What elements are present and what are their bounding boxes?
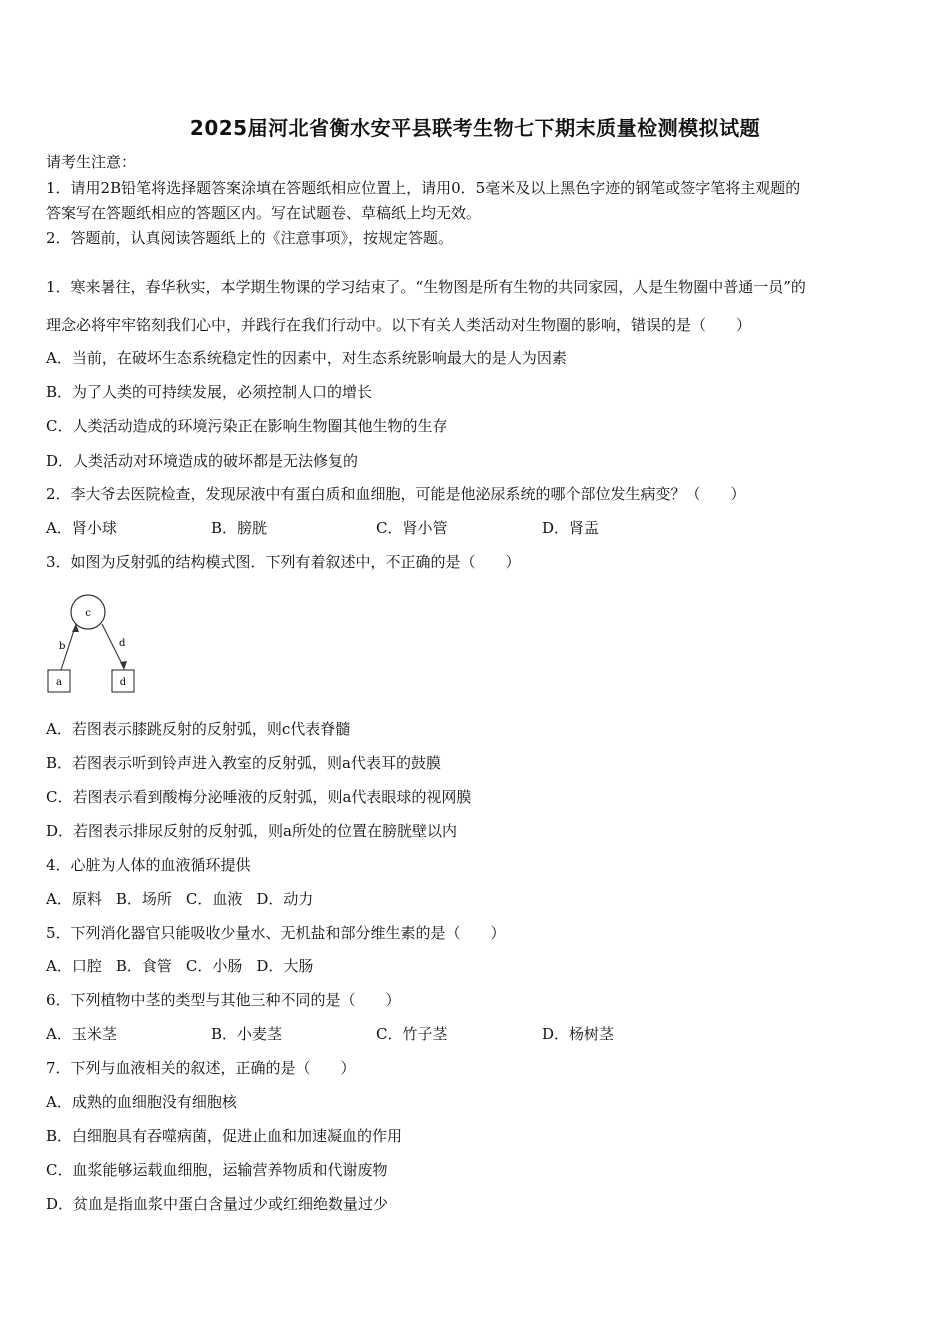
option-b: B．膀胱 [211,519,268,537]
notice-heading: 请考生注意： [46,153,137,171]
option-b: B．小麦茎 [211,1025,283,1043]
option-a: A．若图表示膝跳反射的反射弧，则c代表脊髓 [46,720,351,738]
option-b: B．若图表示听到铃声进入教室的反射弧，则a代表耳的鼓膜 [46,754,441,772]
option-d: D．大肠 [256,957,314,975]
notice-line: 答案写在答题纸相应的答题区内。写在试题卷、草稿纸上均无效。 [46,204,482,222]
reflex-arc-figure [44,592,140,696]
option-d: D．杨树茎 [542,1025,615,1043]
notice-line: 1．请用2B铅笔将选择题答案涂填在答题纸相应位置上，请用0．5毫米及以上黑色字迹的钢笔或签字笔将主观题的 [46,179,801,197]
page-title: 2025届河北省衡水安平县联考生物七下期末质量检测模拟试题 [189,116,761,140]
question-stem: 2．李大爷去医院检查，发现尿液中有蛋白质和血细胞，可能是他泌尿系统的哪个部位发生病变？（ ） [46,485,746,503]
option-a: A．成熟的血细胞没有细胞核 [46,1093,237,1111]
notice-line: 2．答题前，认真阅读答题纸上的《注意事项》，按规定答题。 [46,229,454,247]
option-a: A．玉米茎 [46,1025,117,1043]
question-stem: 1．寒来暑往，春华秋实，本学期生物课的学习结束了。“生物图是所有生物的共同家园，人是生物圈中普通一员”的 [46,278,806,296]
option-b: B．场所 [115,890,172,908]
option-c: C．若图表示看到酸梅分泌唾液的反射弧，则a代表眼球的视网膜 [46,788,472,806]
option-b: B．食管 [115,957,172,975]
option-d: D．贫血是指血浆中蛋白含量过少或红细绝数量过少 [46,1195,389,1213]
question-stem: 4．心脏为人体的血液循环提供 [46,856,251,874]
option-c: C．竹子茎 [376,1025,448,1043]
question-stem: 6．下列植物中茎的类型与其他三种不同的是（ ） [46,991,401,1009]
option-a: A．当前，在破坏生态系统稳定性的因素中，对生态系统影响最大的是人为因素 [46,349,567,367]
option-a: A．肾小球 [46,519,117,537]
question-stem: 理念必将牢牢铭刻我们心中，并践行在我们行动中。以下有关人类活动对生物圈的影响，错误的是（ ） [46,316,752,334]
question-stem: 5．下列消化器官只能吸收少量水、无机盐和部分维生素的是（ ） [46,924,506,942]
option-a: A．口腔 [46,957,102,975]
options-row [46,889,327,909]
label-c: c [85,608,91,619]
question-stem: 7．下列与血液相关的叙述，正确的是（ ） [46,1059,356,1077]
option-c: C．小肠 [185,957,243,975]
option-d: D．肾盂 [542,519,600,537]
label-b: b [59,641,66,652]
option-b: B．白细胞具有吞噬病菌，促进止血和加速凝血的作用 [46,1127,403,1145]
arrow-d [120,661,127,670]
option-c: C．血液 [185,890,243,908]
label-d: d [119,638,126,649]
option-c: C．血浆能够运载血细胞，运输营养物质和代谢废物 [46,1161,388,1179]
label-box-d: d [119,677,127,688]
option-d: D．若图表示排尿反射的反射弧，则a所处的位置在膀胱壁以内 [46,822,457,840]
option-b: B．为了人类的可持续发展，必须控制人口的增长 [46,383,373,401]
question-stem: 3．如图为反射弧的结构模式图．下列有着叙述中，不正确的是（ ） [46,553,521,571]
option-a: A．原料 [46,890,102,908]
option-c: C．肾小管 [376,519,448,537]
option-d: D．人类活动对环境造成的破坏都是无法修复的 [46,452,359,470]
option-c: C．人类活动造成的环境污染正在影响生物圈其他生物的生存 [46,417,448,435]
options-row [46,956,327,976]
label-a: a [56,677,62,688]
option-d: D．动力 [256,890,314,908]
